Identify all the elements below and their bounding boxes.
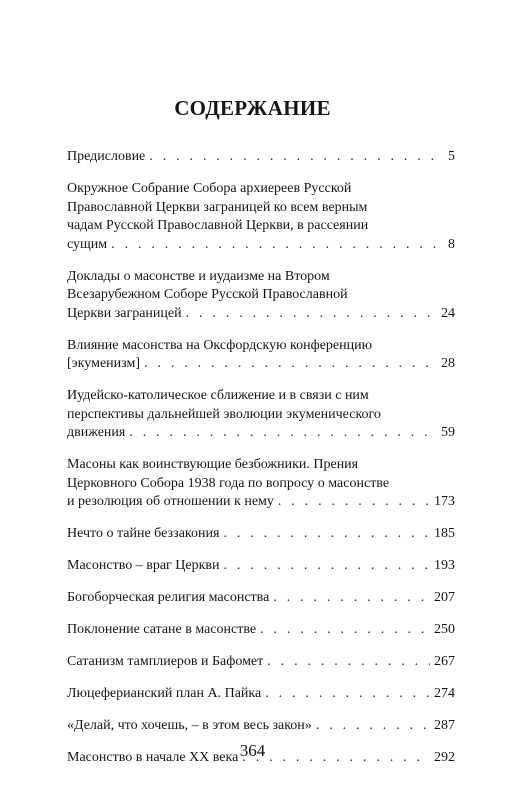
toc-entry-last-line [67,525,455,544]
toc-entry-line: Влияние масонства на Оксфордскую конференцию [67,337,373,353]
toc-entry-line: Иудейско-католическое сближение и в связи с ним [67,388,369,403]
toc-entry [67,685,455,704]
toc-entry-line: Церковного Собора 1938 года по вопросу о масонстве [67,475,390,491]
toc-page-number: 5 [448,149,455,164]
toc-page-number: 8 [448,236,455,252]
toc-entry [67,387,455,443]
toc-entry-title: Церкви заграницей [67,305,182,321]
toc-entry-title: Масонство в начале XX века [67,750,239,765]
toc-entry-title: [экуменизм] [67,356,141,371]
toc-entry-last-line [67,653,455,672]
toc-entry-line: перспективы дальнейшей эволюции экуменического [67,406,381,422]
page-number: 364 [239,741,266,760]
toc-entry-title: Люцеферианский план А. Пайка [67,686,262,701]
toc-page-number: 292 [434,750,455,765]
toc-entry [67,621,455,640]
dot-leader [273,589,430,608]
toc-page-number: 24 [441,305,455,321]
toc-entry [67,589,455,608]
page-title: СОДЕРЖАНИЕ [174,96,331,120]
toc-page-number: 193 [434,558,455,573]
toc-entry-last-line [67,424,455,443]
toc-entry-title: и резолюция об отношении к нему [67,494,274,509]
toc-entry-last-line [67,685,455,704]
toc-page-number: 267 [434,654,455,669]
toc-page-number: 185 [434,526,455,541]
toc-entry-title: Поклонение сатане в масонстве [67,622,257,637]
toc-page-number: 28 [441,356,455,371]
toc-entry-line: Доклады о масонстве и иудаизме на Втором [67,268,330,284]
toc-entry-title: Богоборческая религия масонства [67,590,270,605]
toc-entry [67,148,455,167]
dot-leader [111,236,444,255]
toc-entry-last-line [67,305,455,324]
toc-entry-last-line [67,589,455,608]
toc-entry-line: Окружное Собрание Собора архиереев Русской [67,181,352,196]
dot-leader [265,685,430,704]
dot-leader [278,493,430,512]
toc-entry-last-line [67,493,455,512]
toc-entry-last-line [67,621,455,640]
toc-entry-title: Предисловие [67,149,146,164]
toc-entry-line: чадам Русской Православной Церкви, в рассеянии [67,218,369,233]
toc-entry-title: Сатанизм тамплиеров и Бафомет [67,654,264,669]
dot-leader [129,424,437,443]
toc-entry-last-line [67,148,455,167]
table-of-contents [67,148,455,781]
dot-leader [267,653,430,672]
dot-leader [224,557,430,576]
dot-leader [316,717,430,736]
toc-entry-line: Православной Церкви заграницей ко всем верным [67,199,368,215]
toc-entry-last-line [67,355,455,374]
dot-leader [186,305,437,324]
toc-entry-last-line [67,236,455,255]
toc-entry-last-line [67,717,455,736]
toc-entry [67,525,455,544]
toc-entry [67,268,455,324]
toc-entry-title: движения [67,425,126,440]
toc-entry-title: «Делай, что хочешь, – в этом весь закон» [67,718,312,733]
toc-page-number: 287 [434,718,455,733]
toc-entry [67,557,455,576]
toc-entry-title: Масонство – враг Церкви [67,558,220,573]
dot-leader [144,355,437,374]
toc-entry [67,456,455,512]
dot-leader [260,621,430,640]
toc-entry [67,717,455,736]
toc-entry-last-line [67,557,455,576]
toc-entry-line: Масоны как воинствующие безбожники. Прения [67,457,359,472]
toc-entry-line: Всезарубежном Соборе Русской Православной [67,287,348,302]
dot-leader [223,525,430,544]
toc-page-number: 207 [434,590,455,605]
toc-entry-title: Нечто о тайне беззакония [67,526,220,541]
toc-page-number: 250 [434,622,455,637]
toc-entry [67,180,455,254]
toc-page-number: 59 [441,425,455,440]
dot-leader [149,148,444,167]
toc-entry-title: сущим [67,236,108,252]
toc-page-number: 173 [434,494,455,509]
toc-entry [67,653,455,672]
toc-entry [67,337,455,374]
toc-page-number: 274 [434,686,455,701]
